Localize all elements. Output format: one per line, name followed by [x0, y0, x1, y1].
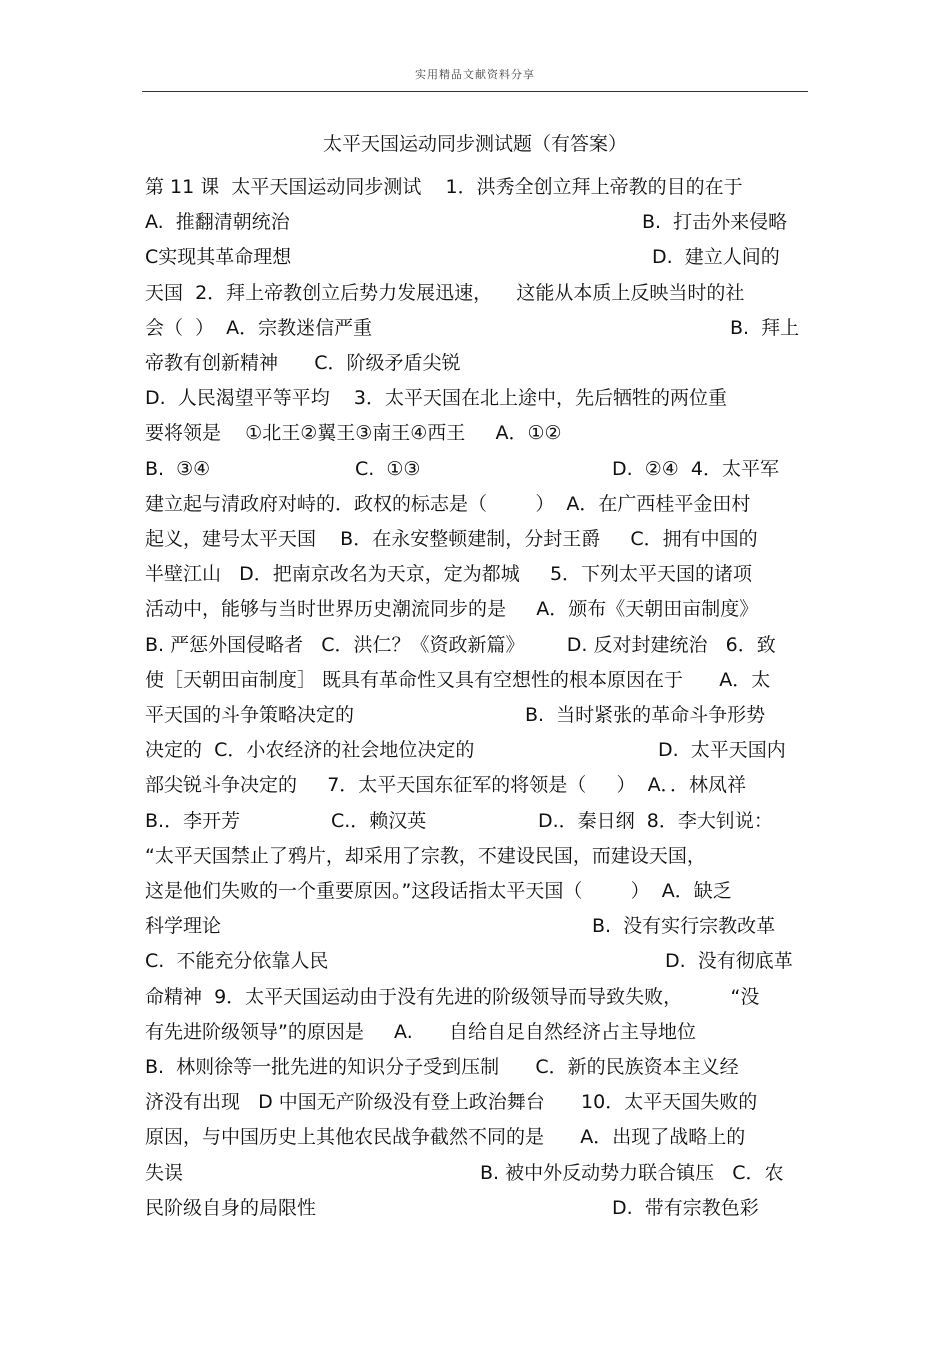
text-line — [145, 1088, 805, 1116]
text-segment: D. 建立人间的 — [652, 246, 780, 268]
text-line — [145, 666, 805, 694]
text-line — [145, 1159, 805, 1187]
text-line — [145, 419, 805, 447]
text-line — [145, 279, 805, 307]
text-segment: 决定的 C．小农经济的社会地位决定的 — [145, 739, 475, 761]
text-segment: D. ②④ 4．太平军 — [612, 458, 779, 480]
text-line — [145, 771, 805, 799]
text-segment: 部尖锐斗争决定的 7．太平天国东征军的将领是（ ） A．．林凤祥 — [145, 774, 747, 796]
text-segment: “太平天国禁止了鸦片，却采用了宗教，不建设民国，而建设天国， — [145, 845, 706, 867]
text-segment: 济没有出现 D 中国无产阶级没有登上政治舞台 10．太平天国失败的 — [145, 1091, 758, 1113]
text-segment: 会（ ） A．宗教迷信严重 — [145, 317, 373, 339]
text-line — [145, 208, 805, 236]
text-line — [145, 1194, 805, 1222]
text-line — [145, 736, 805, 764]
text-segment: 天国 2．拜上帝教创立后势力发展迅速， 这能从本质上反映当时的社 — [145, 282, 745, 304]
text-segment: 帝教有创新精神 C．阶级矛盾尖锐 — [145, 352, 461, 374]
text-segment: B. 打击外来侵略 — [642, 211, 788, 233]
document-title: 太平天国运动同步测试题（有答案） — [322, 133, 627, 155]
text-segment: 建立起与清政府对峙的．政权的标志是（ ） A．在广西桂平金田村 — [145, 493, 751, 515]
text-segment: 民阶级自身的局限性 — [145, 1197, 317, 1219]
text-segment: 半壁江山 D．把南京改名为天京，定为都城 5．下列太平天国的诸项 — [145, 563, 753, 585]
text-segment: C. 不能充分依靠人民 — [145, 950, 329, 972]
text-segment: 这是他们失败的一个重要原因。”这段话指太平天国（ ） A．缺乏 — [145, 880, 732, 902]
text-line — [145, 912, 805, 940]
text-segment: B. 严惩外国侵略者 C．洪仁？《资政新篇》 D. 反对封建统治 6．致 — [145, 634, 776, 656]
text-segment: 原因，与中国历史上其他农民战争截然不同的是 A．出现了战略上的 — [145, 1126, 746, 1148]
text-segment: D. 带有宗教色彩 — [612, 1197, 759, 1219]
text-segment: B. ③④ — [145, 458, 211, 480]
text-segment: 有先进阶级领导”的原因是 A. 自给自足自然经济占主导地位 — [145, 1021, 696, 1043]
text-segment: D.．秦日纲 8．李大钊说： — [538, 810, 773, 832]
text-segment: A. 推翻清朝统治 — [145, 211, 290, 233]
text-line — [145, 842, 805, 870]
text-segment: D. 太平天国内 — [658, 739, 786, 761]
text-segment: B. 被中外反动势力联合镇压 C．农 — [480, 1162, 784, 1184]
text-line — [145, 877, 805, 905]
text-line — [145, 243, 805, 271]
text-segment: 第 11 课 太平天国运动同步测试 1．洪秀全创立拜上帝教的目的在于 — [145, 176, 743, 198]
text-segment: 平天国的斗争策略决定的 — [145, 704, 355, 726]
text-segment: C. ①③ — [355, 458, 421, 480]
text-line — [145, 1123, 805, 1151]
text-segment: 起义，建号太平天国 B．在永安整顿建制，分封王爵 C．拥有中国的 — [145, 528, 758, 550]
text-line — [145, 490, 805, 518]
text-line — [145, 384, 805, 412]
text-segment: D. 人民渴望平等平均 3．太平天国在北上途中，先后牺牲的两位重 — [145, 387, 727, 409]
text-segment: B. 没有实行宗教改革 — [592, 915, 776, 937]
text-segment: B. 当时紧张的革命斗争形势 — [525, 704, 766, 726]
text-segment: C实现其革命理想 — [145, 246, 292, 268]
text-line — [145, 349, 805, 377]
text-line — [145, 807, 805, 835]
text-segment: B. 林则徐等一批先进的知识分子受到压制 C．新的民族资本主义经 — [145, 1056, 739, 1078]
text-line — [145, 455, 805, 483]
text-line — [145, 173, 805, 201]
text-segment: C.．赖汉英 — [331, 810, 427, 832]
text-segment: B.．李开芳 — [145, 810, 241, 832]
text-line — [145, 1053, 805, 1081]
page-header: 实用精品文献资料分享 — [415, 68, 535, 81]
text-segment: 失误 — [145, 1162, 184, 1184]
text-segment: 命精神 9．太平天国运动由于没有先进的阶级领导而导致失败， “没 — [145, 986, 760, 1008]
text-line — [145, 560, 805, 588]
text-line — [145, 1018, 805, 1046]
text-line — [145, 314, 805, 342]
text-line — [145, 947, 805, 975]
text-line — [145, 631, 805, 659]
text-line — [145, 983, 805, 1011]
text-segment: 要将领是 ①北王②翼王③南王④西王 A．①② — [145, 422, 562, 444]
text-line — [145, 525, 805, 553]
text-line — [145, 595, 805, 623]
text-segment: D. 没有彻底革 — [665, 950, 793, 972]
text-segment: 使［天朝田亩制度］ 既具有革命性又具有空想性的根本原因在于 A．太 — [145, 669, 771, 691]
text-segment: 科学理论 — [145, 915, 222, 937]
text-segment: 活动中，能够与当时世界历史潮流同步的是 A．颁布《天朝田亩制度》 — [145, 598, 759, 620]
header-divider — [142, 91, 808, 92]
text-line — [145, 701, 805, 729]
text-segment: B. 拜上 — [730, 317, 800, 339]
